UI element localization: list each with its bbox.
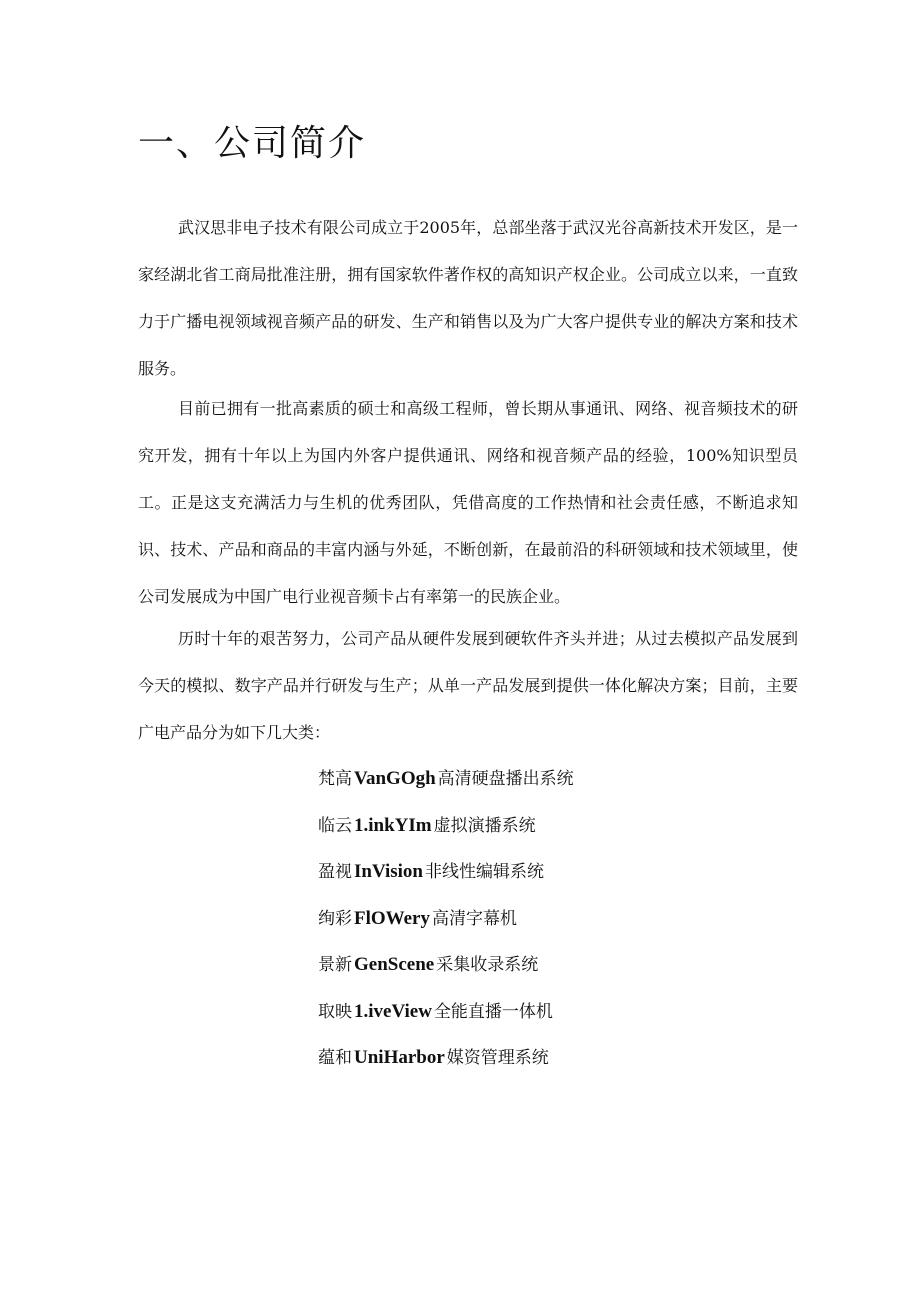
product-list	[318, 756, 574, 1082]
product-en-name: UniHarbor	[354, 1047, 445, 1068]
list-item	[318, 756, 574, 803]
product-cn-brand: 景新	[318, 955, 352, 975]
product-en-name: FlOWery	[354, 907, 430, 929]
product-cn-brand: 绚彩	[318, 908, 352, 929]
list-item	[318, 849, 574, 896]
product-desc: 高清字幕机	[431, 908, 517, 929]
list-item	[318, 989, 574, 1036]
product-cn-brand: 临云	[318, 815, 352, 836]
product-desc: 高清硬盘播出系统	[437, 769, 574, 789]
product-en-name: 1.inkYIm	[354, 814, 432, 836]
section-title: 一、公司简介	[138, 123, 367, 164]
list-item	[318, 803, 574, 850]
product-en-name: GenScene	[354, 954, 435, 975]
paragraph-team: 目前已拥有一批高素质的硕士和高级工程师，曾长期从事通讯、网络、视音频技术的研究开发，拥有十年以上为国内外客户提供通讯、网络和视音频产品的经验，100%知识型员工。正是这支充满活力与生机的优秀团队，凭借高度的工作热情和社会责任感，不断追求知识、技术、产品和商品的丰富内涵与外延，不断创新，在最前沿的科研领域和技术领域里，使公司发展成为中国广电行业视音频卡占有率第一的民族企业。	[138, 399, 798, 606]
product-cn-brand: 蕴和	[318, 1048, 352, 1068]
list-item	[318, 942, 574, 989]
product-cn-brand: 盈视	[318, 862, 352, 882]
list-item	[318, 896, 574, 943]
product-en-name: 1.iveView	[354, 1000, 432, 1022]
product-en-name: VanGOgh	[354, 768, 436, 789]
list-item	[318, 1035, 574, 1082]
product-desc: 全能直播一体机	[433, 1001, 553, 1022]
product-en-name: InVision	[354, 861, 423, 882]
product-desc: 虚拟演播系统	[433, 815, 536, 836]
product-desc: 媒资管理系统	[446, 1048, 549, 1068]
product-cn-brand: 取映	[318, 1001, 352, 1022]
product-desc: 非线性编辑系统	[425, 862, 544, 882]
paragraph-company-overview: 武汉思非电子技术有限公司成立于2005年，总部坐落于武汉光谷高新技术开发区，是一家经湖北省工商局批准注册，拥有国家软件著作权的高知识产权企业。公司成立以来，一直致力于广播电视领域视音频产品的研发、生产和销售以及为广大客户提供专业的解决方案和技术服务。	[138, 218, 798, 378]
product-cn-brand: 梵高	[318, 769, 352, 789]
product-desc: 采集收录系统	[436, 955, 539, 975]
paragraph-products-intro: 历时十年的艰苦努力，公司产品从硬件发展到硬软件齐头并进；从过去模拟产品发展到今天的模拟、数字产品并行研发与生产；从单一产品发展到提供一体化解决方案；目前，主要广电产品分为如下几大类：	[138, 629, 798, 742]
